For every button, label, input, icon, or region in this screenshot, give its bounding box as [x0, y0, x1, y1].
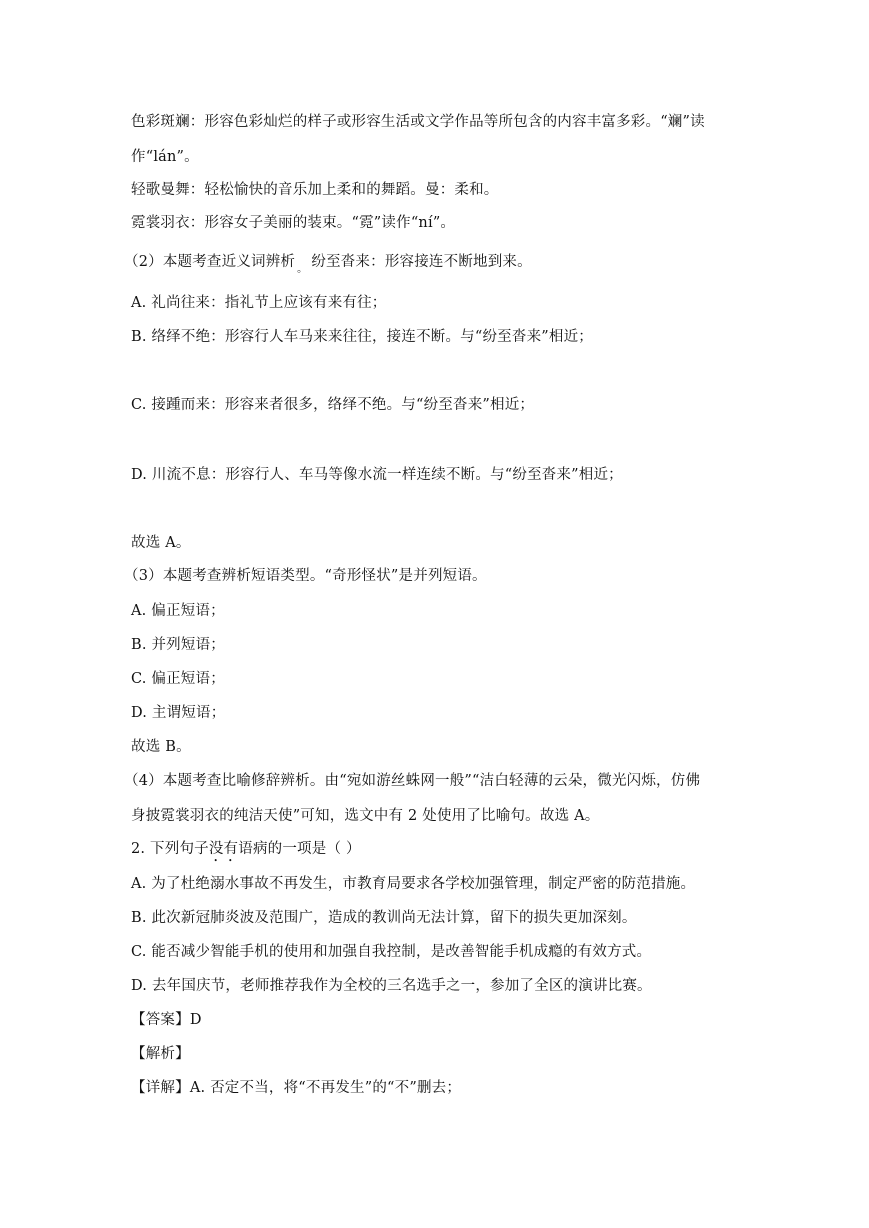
text-line-option-a1: A. 礼尚往来：指礼节上应该有来有往；	[131, 295, 387, 311]
answer-label: 【答案】	[131, 1012, 190, 1028]
text-line-option-c1: C. 接踵而来：形容来者很多，络绎不绝。与“纷至沓来”相近；	[131, 397, 535, 413]
text-line-choose-a1: 故选 A。	[131, 535, 191, 551]
text-line-option-d1: D. 川流不息：形容行人、车马等像水流一样连续不断。与“纷至沓来”相近；	[131, 467, 623, 483]
question-stem	[131, 839, 361, 865]
detail-line	[131, 1078, 461, 1098]
synonym-intro-label: （2）本题考查近义词辨析	[124, 254, 296, 270]
text-line-phrase-d: D. 主谓短语；	[131, 705, 226, 721]
text-line-metaphor-intro: （4）本题考查比喻修辞辨析。由“宛如游丝蛛网一般”“洁白轻薄的云朵，微光闪烁，仿佛	[124, 773, 701, 789]
text-line-robe: 霓裳羽衣：形容女子美丽的装束。“霓”读作“ní”。	[131, 215, 456, 231]
text-line-phrase-intro: （3）本题考查辨析短语类型。“奇形怪状”是并列短语。	[124, 568, 487, 584]
question-stem-suffix: 语病的一项是（ ）	[238, 841, 361, 857]
question-option-b: B. 此次新冠肺炎波及范围广，造成的教训尚无法计算，留下的损失更加深刻。	[131, 910, 637, 926]
question-option-a: A. 为了杜绝溺水事故不再发生，市教育局要求各学校加强管理，制定严密的防范措施。	[131, 876, 696, 892]
question-stem-prefix: 2. 下列句子	[131, 841, 209, 857]
text-line-choose-b: 故选 B。	[131, 739, 191, 755]
question-option-c: C. 能否减少智能手机的使用和加强自我控制，是改善智能手机成瘾的有效方式。	[131, 944, 652, 960]
text-line-synonym-intro	[124, 252, 532, 274]
text-line-phrase-b: B. 并列短语；	[131, 637, 225, 653]
detail-label: 【详解】	[131, 1080, 190, 1096]
detail-text: A. 否定不当，将“不再发生”的“不”删去；	[189, 1080, 462, 1096]
synonym-intro-mark: 。	[297, 264, 308, 275]
text-line-colorful: 色彩斑斓：形容色彩灿烂的样子或形容生活或文学作品等所包含的内容丰富多彩。“斓”读	[131, 114, 705, 130]
question-option-d: D. 去年国庆节，老师推荐我作为全校的三名选手之一，参加了全区的演讲比赛。	[131, 978, 652, 994]
text-line-phrase-a: A. 偏正短语；	[131, 603, 225, 619]
text-line-pinyin-lan: 作“lán”。	[131, 149, 199, 165]
text-line-option-b1: B. 络绎不绝：形容行人车马来来往往，接连不断。与“纷至沓来”相近；	[131, 329, 593, 345]
synonym-intro-text: 纷至沓来：形容接连不断地到来。	[311, 254, 532, 270]
text-line-metaphor-conclusion: 身披霓裳羽衣的纯洁天使”可知，选文中有 2 处使用了比喻句。故选 A。	[131, 808, 600, 824]
analysis-heading: 【解析】	[131, 1046, 190, 1062]
answer-value: D	[189, 1012, 202, 1028]
text-line-phrase-c: C. 偏正短语；	[131, 671, 225, 687]
question-stem-emphasis: 没有	[208, 841, 239, 857]
text-line-dance: 轻歌曼舞：轻松愉快的音乐加上柔和的舞蹈。曼：柔和。	[131, 182, 499, 198]
answer-line	[131, 1010, 202, 1030]
